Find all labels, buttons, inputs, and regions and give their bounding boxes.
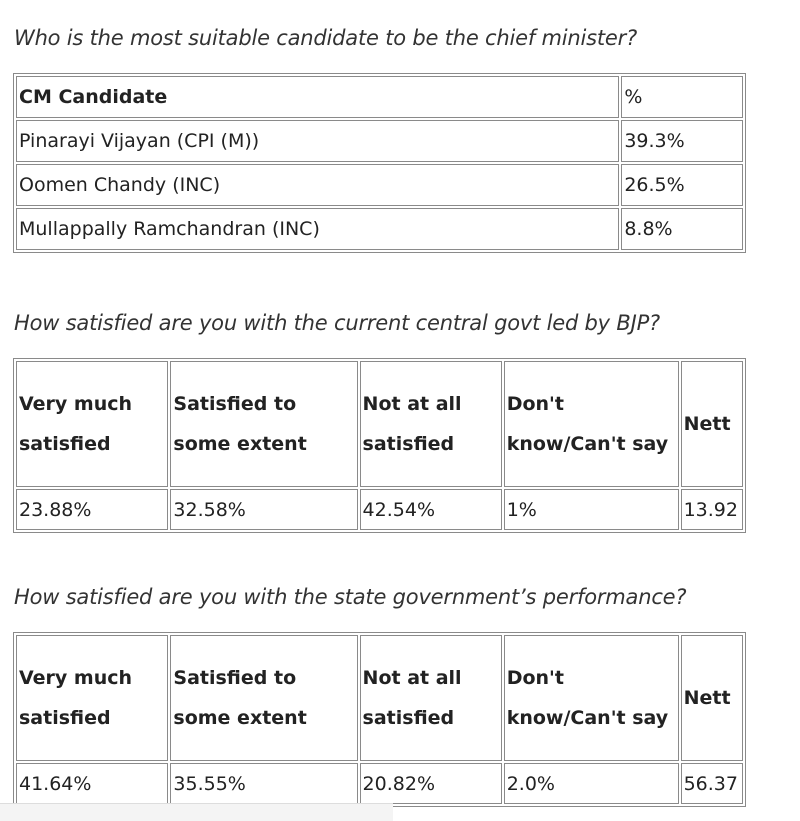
header-cell: Don't know/Can't say [504, 635, 679, 761]
cm-candidate-table [13, 73, 746, 253]
table-cell: Mullappally Ramchandran (INC) [16, 208, 619, 250]
table-header-row [16, 361, 743, 487]
header-cell: Satisfied to some extent [170, 361, 357, 487]
bottom-overlay [0, 803, 393, 821]
header-cell: Not at all satisfied [360, 635, 502, 761]
table-row [16, 489, 743, 530]
table-cell: 42.54% [360, 489, 502, 530]
table-cell: 35.55% [170, 763, 357, 804]
header-cell: Very much satisfied [16, 361, 168, 487]
header-cell: Satisfied to some extent [170, 635, 357, 761]
table-cell: 32.58% [170, 489, 357, 530]
table-cell: 1% [504, 489, 679, 530]
question-state-govt: How satisfied are you with the state government’s performance? [14, 585, 687, 609]
header-cell: Not at all satisfied [360, 361, 502, 487]
table-cell: 23.88% [16, 489, 168, 530]
table-cell: 26.5% [621, 164, 743, 206]
table-cell: 39.3% [621, 120, 743, 162]
state-govt-satisfaction-table [13, 632, 746, 807]
table-cell: 13.92 [681, 489, 743, 530]
header-cell: CM Candidate [16, 76, 619, 118]
header-cell: Don't know/Can't say [504, 361, 679, 487]
table-cell: 41.64% [16, 763, 168, 804]
table-cell: 56.37 [681, 763, 743, 804]
table-row [16, 120, 743, 162]
header-cell: Very much satisfied [16, 635, 168, 761]
table-cell: 2.0% [504, 763, 679, 804]
header-cell: Nett [681, 635, 743, 761]
header-cell: % [621, 76, 743, 118]
central-govt-satisfaction-table [13, 358, 746, 533]
table-row [16, 164, 743, 206]
table-header-row [16, 76, 743, 118]
header-cell: Nett [681, 361, 743, 487]
table-row [16, 763, 743, 804]
question-central-govt: How satisfied are you with the current central govt led by BJP? [14, 311, 660, 335]
table-cell: 8.8% [621, 208, 743, 250]
table-cell: Oomen Chandy (INC) [16, 164, 619, 206]
table-header-row [16, 635, 743, 761]
question-cm-candidate: Who is the most suitable candidate to be the chief minister? [14, 26, 638, 50]
table-row [16, 208, 743, 250]
table-cell: Pinarayi Vijayan (CPI (M)) [16, 120, 619, 162]
table-cell: 20.82% [360, 763, 502, 804]
